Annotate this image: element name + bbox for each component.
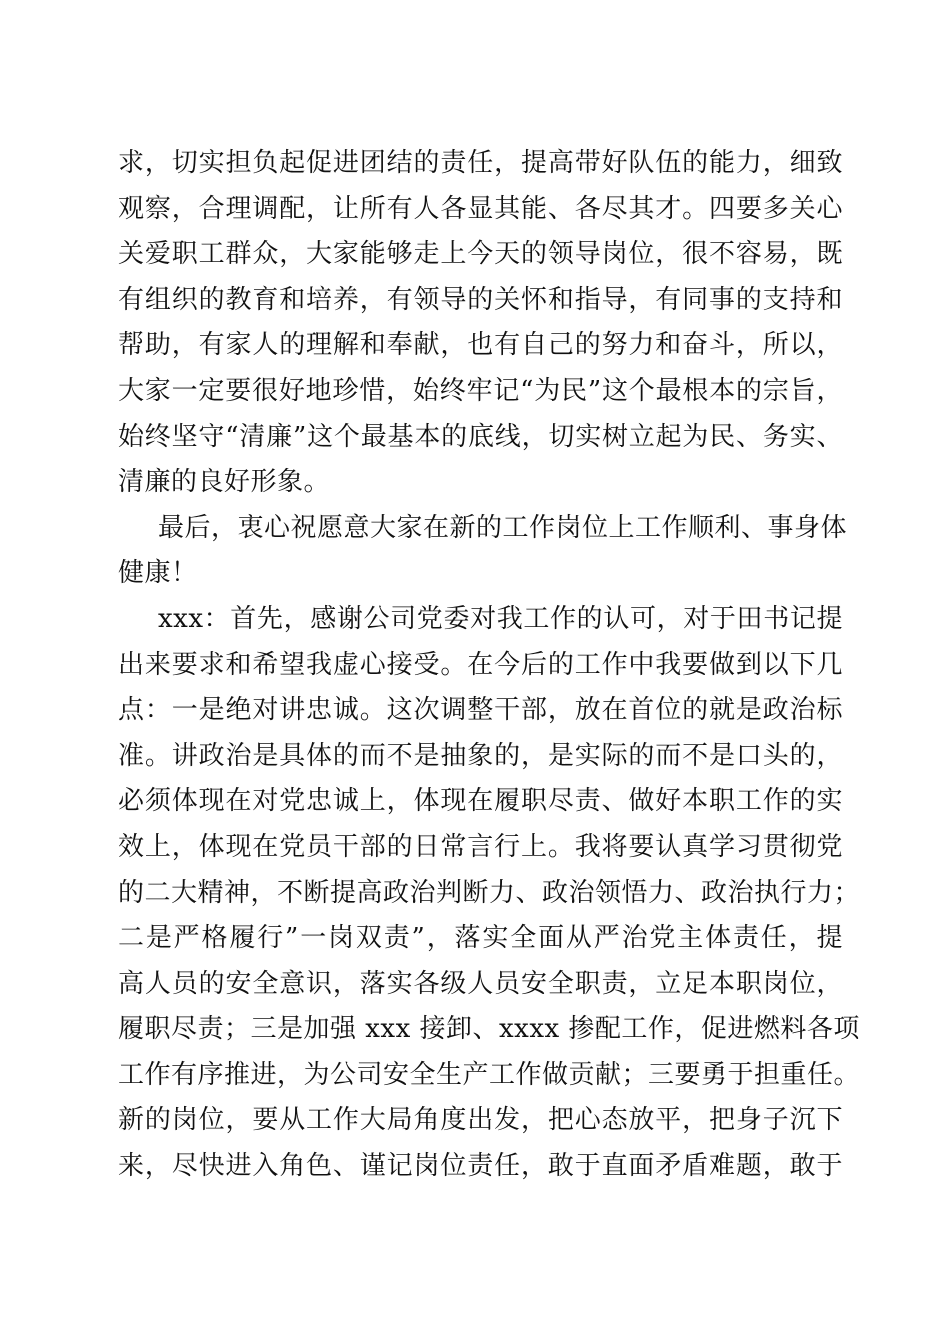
text-line: 履职尽责；三是加强 xxx 接卸、xxxx 掺配工作，促进燃料各项 xyxy=(118,1014,860,1045)
text-line: 观察，合理调配，让所有人各显其能、各尽其才。四要多关心 xyxy=(118,193,843,224)
text-line: 出来要求和希望我虚心接受。在今后的工作中我要做到以下几 xyxy=(118,649,843,680)
text-line: 准。讲政治是具体的而不是抽象的，是实际的而不是口头的， xyxy=(118,740,843,771)
text-line: 清廉的良好形象。 xyxy=(118,467,331,498)
text-line: 的二大精神，不断提高政治判断力、政治领悟力、政治执行力； xyxy=(118,877,861,908)
text-line: 必须体现在对党忠诚上，体现在履职尽责、做好本职工作的实 xyxy=(118,786,843,817)
text-line: 效上，体现在党员干部的日常言行上。我将要认真学习贯彻党 xyxy=(118,831,843,862)
text-line: 二是严格履行”一岗双责”，落实全面从严治党主体责任，提 xyxy=(118,923,843,954)
text-line: 有组织的教育和培养，有领导的关怀和指导，有同事的支持和 xyxy=(118,284,843,315)
text-line: 帮助，有家人的理解和奉献，也有自己的努力和奋斗，所以， xyxy=(118,330,843,361)
text-line: 求，切实担负起促进团结的责任，提高带好队伍的能力，细致 xyxy=(118,148,843,178)
document-body xyxy=(118,141,861,1190)
text-line: 新的岗位，要从工作大局角度出发，把心态放平，把身子沉下 xyxy=(118,1105,843,1136)
text-line: xxx：首先，感谢公司党委对我工作的认可，对于田书记提 xyxy=(158,603,843,634)
text-line: 来，尽快进入角色、谨记岗位责任，敢于直面矛盾难题，敢于 xyxy=(118,1151,843,1182)
text-line: 大家一定要很好地珍惜，始终牢记“为民”这个最根本的宗旨， xyxy=(118,375,843,406)
text-line: 高人员的安全意识，落实各级人员安全职责，立足本职岗位， xyxy=(118,968,843,999)
text-line: 健康！ xyxy=(118,558,198,589)
text-line: 点：一是绝对讲忠诚。这次调整干部，放在首位的就是政治标 xyxy=(118,695,843,726)
text-line: 始终坚守“清廉”这个最基本的底线，切实树立起为民、务实、 xyxy=(118,421,843,452)
text-line: 工作有序推进，为公司安全生产工作做贡献；三要勇于担重任。 xyxy=(118,1059,861,1090)
text-line: 最后，衷心祝愿意大家在新的工作岗位上工作顺利、事身体 xyxy=(158,512,848,543)
text-line: 关爱职工群众，大家能够走上今天的领导岗位，很不容易，既 xyxy=(118,239,843,270)
